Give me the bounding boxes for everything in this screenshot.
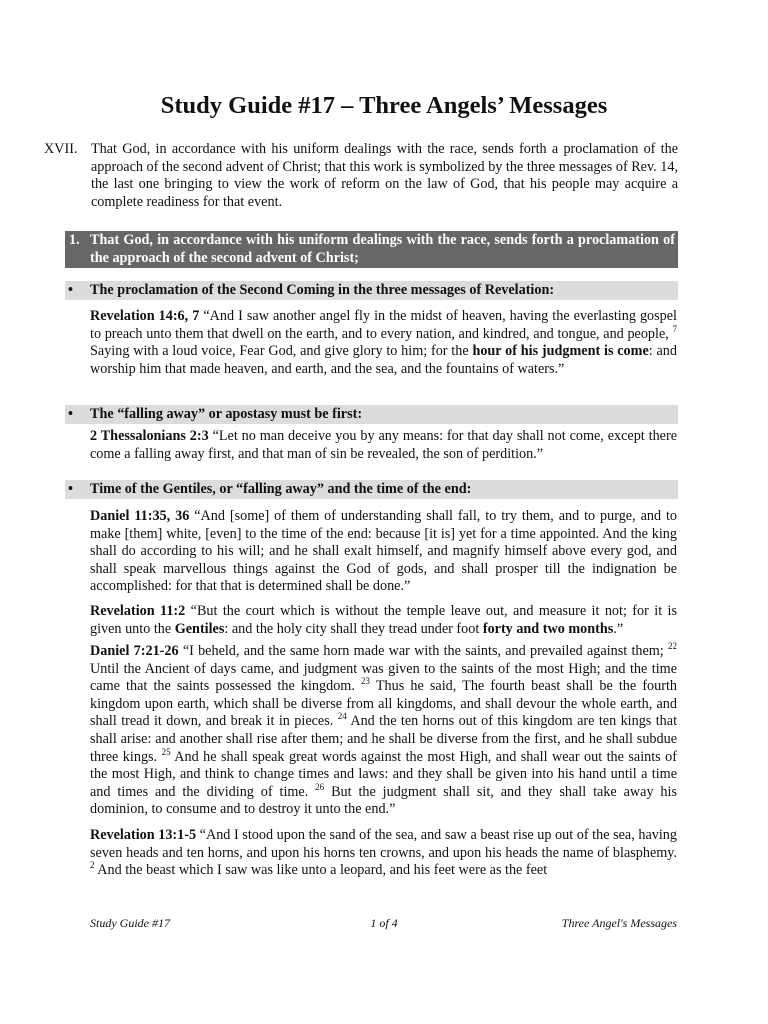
- verse-revelation-14: [90, 308, 677, 378]
- subheading-text: The “falling away” or apostasy must be first:: [90, 406, 363, 422]
- subheading-text: The proclamation of the Second Coming in the three messages of Revelation:: [90, 282, 555, 298]
- verse-revelation-13: [90, 827, 677, 880]
- verse-text: : and worship him that made heaven, and earth, and the sea, and the fountains of waters.”: [90, 343, 677, 377]
- verse-number: 26: [315, 781, 325, 792]
- verse-revelation-11: [90, 603, 677, 638]
- verse-reference: Daniel 7:21-26: [90, 643, 179, 659]
- bullet: •: [68, 282, 73, 298]
- section-number: 1.: [69, 232, 80, 248]
- verse-text: : and the holy city shall they tread under foot: [224, 620, 483, 637]
- verse-number: 25: [161, 746, 171, 757]
- bullet: •: [68, 406, 73, 422]
- verse-text: But the judgment shall sit, and they shall take away his dominion, to consume and to destroy it unto the end.”: [90, 783, 677, 818]
- intro-paragraph: [44, 141, 678, 211]
- subheading-proclamation: [65, 281, 678, 300]
- verse-reference: Revelation 11:2: [90, 603, 186, 619]
- subheading-falling-away: [65, 405, 678, 424]
- verse-reference: Revelation 13:1-5: [90, 827, 197, 843]
- verse-number: 23: [361, 676, 371, 687]
- subheading-time-of-gentiles: [65, 480, 678, 499]
- verse-number: 2: [90, 860, 95, 871]
- intro-text: That God, in accordance with his uniform dealings with the race, sends forth a proclamation of the approach of the second advent of Christ; that this work is symbolized by the three messages of Rev. 14, the last one bringing to view the work of reform on the law of God, that his people may acquire a complete readiness for that event.: [91, 141, 678, 210]
- verse-emphasis: hour of his judgment is come: [472, 343, 649, 360]
- verse-text: Saying with a loud voice, Fear God, and give glory to him; for the: [90, 343, 473, 360]
- verse-daniel-7: [90, 643, 677, 819]
- verse-text: .”: [613, 620, 624, 637]
- verse-text: “And [some] of them of understanding shall fall, to try them, and to purge, and to make [them] white, [even] to the time of the end: because [it is] yet for a time appointed. And the king shall do according to his will; and he shall exalt himself, and magnify himself above every god, and shall speak marvellous things against the God of gods, and shall prosper till the indignation be accomplished: for that that is determined shall be done.”: [90, 508, 677, 595]
- verse-emphasis: forty and two months: [482, 620, 614, 637]
- footer-page-number: 1 of 4: [370, 916, 398, 930]
- section-heading-text: That God, in accordance with his uniform dealings with the race, sends forth a proclamation of the approach of the second advent of Christ;: [90, 232, 675, 266]
- footer-left: Study Guide #17: [90, 916, 170, 930]
- verse-text: And he shall speak great words against the most High, and shall wear out the saints of the most High, and think to change times and laws: and they shall be given into his hand until a time and times and the dividing of time.: [90, 748, 677, 800]
- footer-right: Three Angel's Messages: [561, 916, 677, 930]
- verse-number: 24: [337, 711, 347, 722]
- bullet: •: [68, 481, 73, 497]
- page-title: Study Guide #17 – Three Angels’ Messages: [160, 92, 608, 119]
- verse-text: “And I stood upon the sand of the sea, and saw a beast rise up out of the sea, having seven heads and ten horns, and upon his horns ten crowns, and upon his heads the name of blasphemy.: [90, 827, 677, 861]
- verse-text: Until the Ancient of days came, and judgment was given to the saints of the most High; and the time came that the saints possessed the kingdom.: [90, 660, 677, 695]
- section-heading-1: [65, 231, 678, 268]
- verse-number: 22: [668, 641, 677, 651]
- verse-text: And the beast which I saw was like unto a leopard, and his feet were as the feet: [94, 862, 548, 879]
- verse-text: “I beheld, and the same horn made war with the saints, and prevailed against them;: [178, 643, 668, 659]
- verse-text: And the ten horns out of this kingdom are ten kings that shall arise: and another shall rise after them; and he shall be diverse from the first, and he shall subdue three kings.: [90, 713, 678, 765]
- verse-reference: Daniel 11:35, 36: [90, 508, 190, 524]
- verse-text: “Let no man deceive you by any means: for that day shall not come, except there come a falling away first, and that man of sin be revealed, the son of perdition.”: [90, 428, 677, 462]
- verse-2-thessalonians: [90, 428, 677, 463]
- verse-text: “But the court which is without the temple leave out, and measure it not; for it is given unto the: [90, 603, 678, 637]
- verse-text: Thus he said, The fourth beast shall be the fourth kingdom upon earth, which shall be diverse from all kingdoms, and shall devour the whole earth, and shall tread it down, and break it in pieces.: [90, 678, 677, 730]
- verse-emphasis: Gentiles: [174, 620, 225, 637]
- verse-reference: Revelation 14:6, 7: [90, 308, 200, 324]
- verse-number: 7: [672, 323, 677, 334]
- intro-number: XVII.: [44, 141, 78, 157]
- subheading-text: Time of the Gentiles, or “falling away” and the time of the end:: [90, 481, 472, 497]
- verse-reference: 2 Thessalonians 2:3: [90, 428, 209, 444]
- verse-text: “And I saw another angel fly in the midst of heaven, having the everlasting gospel to preach unto them that dwell on the earth, and to every nation, and kindred, and tongue, and people,: [90, 308, 677, 342]
- verse-daniel-11: [90, 508, 677, 596]
